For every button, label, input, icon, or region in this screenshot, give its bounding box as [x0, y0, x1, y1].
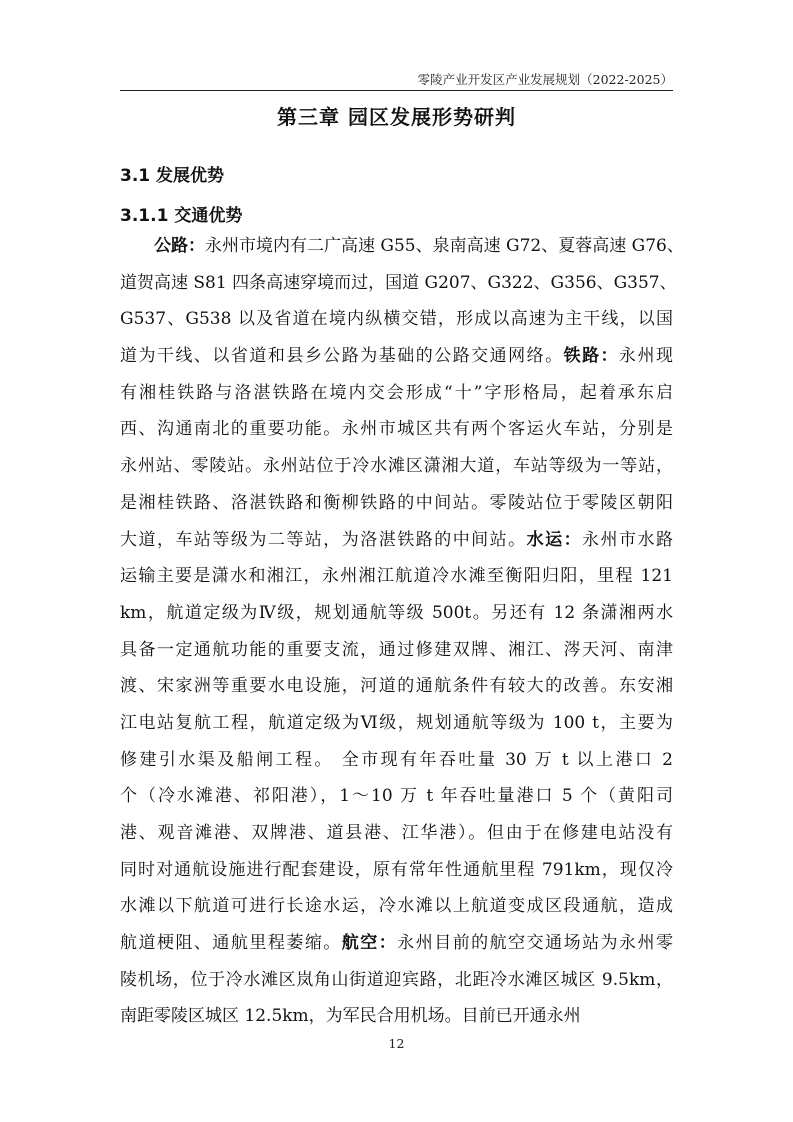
- text-line: [120, 778, 673, 815]
- running-header: 零陵产业开发区产业发展规划（2022-2025）: [417, 72, 673, 87]
- text-run: km，航道定级为Ⅳ级，规划通航等级 500t。另还有 12 条潇湘两水: [120, 602, 673, 623]
- text-line: [120, 962, 673, 999]
- text-line: [120, 265, 677, 302]
- text-run: 陵机场，位于冷水滩区岚角山街道迎宾路，北距冷水滩区城区 9.5km，: [120, 969, 673, 990]
- text-run: 永州站、零陵站。永州站位于冷水滩区潇湘大道，车站等级为一等站，: [120, 456, 673, 477]
- text-line: [120, 925, 673, 962]
- text-line: [120, 411, 673, 448]
- chapter-title: 第三章 园区发展形势研判: [277, 105, 516, 129]
- page-number: 12: [388, 1036, 405, 1051]
- text-line: [120, 301, 673, 338]
- text-line: [120, 998, 673, 1035]
- keyword-label: 公路：: [154, 236, 205, 256]
- text-line: [120, 815, 673, 852]
- body-paragraph: [120, 228, 684, 1035]
- text-run: 大道，车站等级为二等站，为洛湛铁路的中间站。: [120, 529, 527, 550]
- text-run: 江电站复航工程，航道定级为Ⅵ级，规划通航等级为 100 t，主要为: [120, 712, 673, 733]
- text-run: 同时对通航设施进行配套建设，原有常年性通航里程 791km，现仅冷: [120, 859, 673, 880]
- text-run: 永州现: [619, 346, 674, 367]
- section-heading: 3.1 发展优势: [120, 166, 225, 186]
- text-run: 有湘桂铁路与洛湛铁路在境内交会形成“十”字形格局，起着承东启: [120, 382, 673, 403]
- text-line: [120, 668, 673, 705]
- text-run: 渡、宋家洲等重要水电设施，河道的通航条件有较大的改善。东安湘: [120, 676, 673, 697]
- text-line: [120, 632, 673, 669]
- text-run: 个（冷水滩港、祁阳港），1～10 万 t 年吞吐量港口 5 个（黄阳司: [120, 786, 673, 807]
- subsection-heading: 3.1.1 交通优势: [120, 206, 243, 226]
- text-run: G537、G538 以及省道在境内纵横交错，形成以高速为主干线，以国: [120, 309, 673, 330]
- keyword-label: 铁路：: [563, 346, 620, 367]
- header-rule: [120, 90, 673, 91]
- text-run: 具备一定通航功能的重要支流，通过修建双牌、湘江、涔天河、南津: [120, 639, 673, 660]
- text-run: 永州市境内有二广高速 G55、泉南高速 G72、夏蓉高速 G76、: [205, 236, 684, 256]
- text-run: 南距零陵区城区 12.5km，为军民合用机场。目前已开通永州: [120, 1006, 581, 1027]
- text-run: 修建引水渠及船闸工程。 全市现有年吞吐量 30 万 t 以上港口 2: [120, 749, 673, 770]
- text-line: [120, 705, 673, 742]
- text-run: 道为干线、以省道和县乡公路为基础的公路交通网络。: [120, 346, 564, 367]
- text-run: 道贺高速 S81 四条高速穿境而过，国道 G207、G322、G356、G357、: [120, 272, 677, 293]
- text-run: 运输主要是潇水和湘江，永州湘江航道冷水滩至衡阳归阳，里程 121: [120, 566, 673, 587]
- text-line: [120, 522, 673, 559]
- text-run: 永州市水路: [582, 529, 674, 550]
- text-line: [120, 485, 673, 522]
- text-run: 港、观音滩港、双牌港、道县港、江华港）。但由于在修建电站没有: [120, 823, 673, 843]
- text-line: [120, 888, 673, 925]
- text-run: 永州目前的航空交通场站为永州零: [397, 933, 674, 954]
- text-run: 水滩以下航道可进行长途水运，冷水滩以上航道变成区段通航，造成: [120, 896, 673, 917]
- text-run: 航道梗阻、通航里程萎缩。: [120, 933, 342, 954]
- keyword-label: 水运：: [526, 529, 583, 550]
- text-run: [120, 236, 154, 256]
- text-line: [120, 375, 673, 412]
- text-line: [120, 338, 673, 375]
- text-line: [120, 742, 673, 779]
- text-line: [120, 558, 673, 595]
- text-line: [120, 852, 673, 889]
- text-run: 西、沟通南北的重要功能。永州市城区共有两个客运火车站，分别是: [120, 419, 673, 440]
- text-line: [120, 228, 684, 265]
- keyword-label: 航空：: [341, 933, 398, 954]
- text-run: 是湘桂铁路、洛湛铁路和衡柳铁路的中间站。零陵站位于零陵区朝阳: [120, 492, 673, 513]
- text-line: [120, 448, 673, 485]
- text-line: [120, 595, 673, 632]
